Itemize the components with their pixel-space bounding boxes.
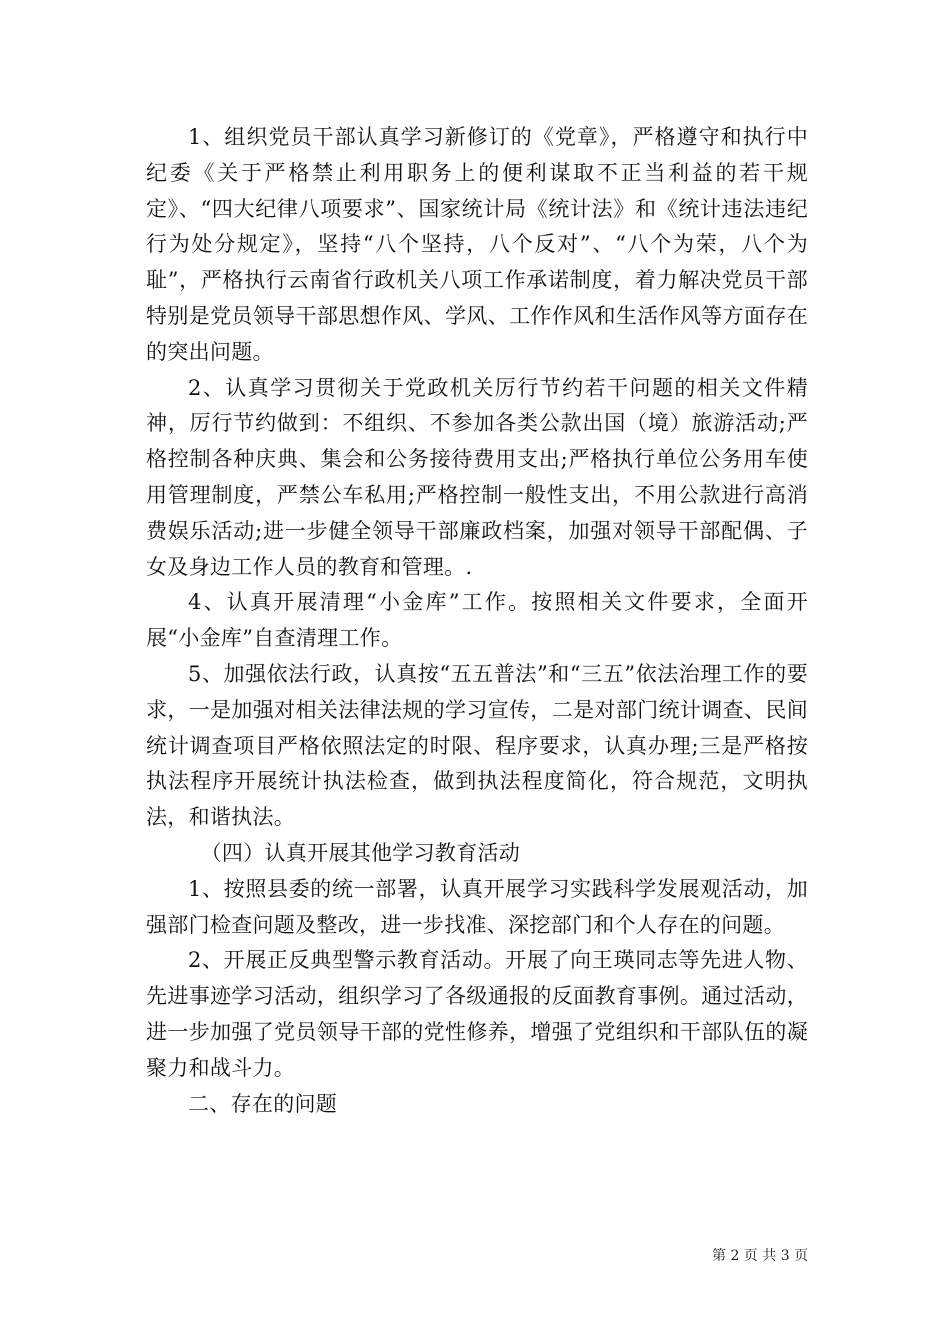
paragraph-frugality: 2、认真学习贯彻关于党政机关厉行节约若干问题的相关文件精神，厉行节约做到：不组织、不参加各类公款出国（境）旅游活动;严格控制各种庆典、集会和公务接待费用支出;严格执行单位公务用车使用管理制度，严禁公车私用;严格控制一般性支出，不用公款进行高消费娱乐活动;进一步健全领导干部廉政档案，加强对领导干部配偶、子女及身边工作人员的教育和管理。. [146,375,808,579]
paragraph-study-party-constitution: 1、组织党员干部认真学习新修订的《党章》，严格遵守和执行中纪委《关于严格禁止利用职务上的便利谋取不正当利益的若干规定》、“四大纪律八项要求”、国家统计局《统计法》和《统计违法违纪行为处分规定》，坚持“八个坚持，八个反对”、“八个为荣，八个为耻”，严格执行云南省行政机关八项工作承诺制度，着力解决党员干部特别是党员领导干部思想作风、学风、工作作风和生活作风等方面存在的突出问题。 [146,125,808,364]
document-body [146,120,808,1122]
section-heading-other-activities: （四）认真开展其他学习教育活动 [200,840,521,865]
section-heading-existing-problems: 二、存在的问题 [188,1091,338,1116]
paragraph-small-treasury: 4、认真开展清理“小金库”工作。按照相关文件要求，全面开展“小金库”自查清理工作。 [146,590,808,651]
paragraph-warning-education: 2、开展正反典型警示教育活动。开展了向王瑛同志等先进人物、先进事迹学习活动，组织学习了各级通报的反面教育事例。通过活动，进一步加强了党员领导干部的党性修养，增强了党组织和干部队伍的凝聚力和战斗力。 [146,948,808,1080]
paragraph-law-administration: 5、加强依法行政，认真按“五五普法”和“三五”依法治理工作的要求，一是加强对相关法律法规的学习宣传，二是对部门统计调查、民间统计调查项目严格依照法定的时限、程序要求，认真办理;三是严格按执法程序开展统计执法检查，做到执法程度简化，符合规范，文明执法，和谐执法。 [146,661,808,830]
page-number-footer: 第 2 页 共 3 页 [712,1248,809,1264]
paragraph-scientific-development: 1、按照县委的统一部署，认真开展学习实践科学发展观活动，加强部门检查问题及整改，进一步找准、深挖部门和个人存在的问题。 [146,876,808,937]
